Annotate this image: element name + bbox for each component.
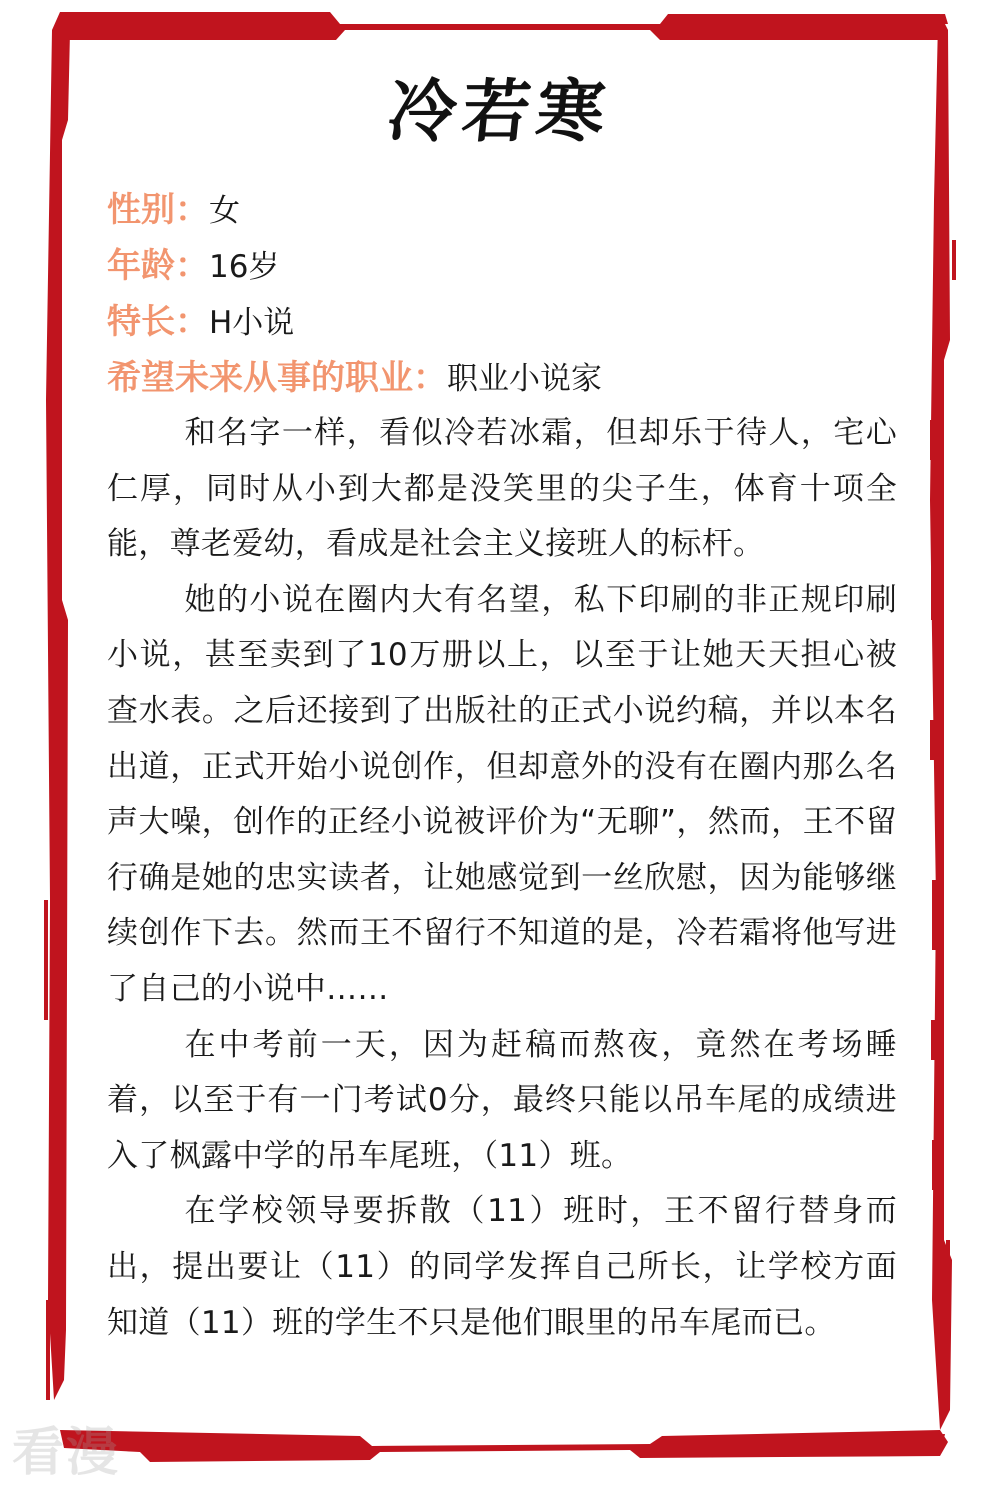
field-career [107, 350, 897, 406]
field-label: 希望未来从事的职业： [107, 358, 447, 398]
field-specialty [107, 294, 897, 350]
paragraph: 在中考前一天，因为赶稿而熬夜，竟然在考场睡着，以至于有一门考试0分，最终只能以吊车尾的成绩进入了枫露中学的吊车尾班，（11）班。 [107, 1026, 897, 1174]
field-value: 职业小说家 [447, 361, 602, 397]
field-gender [107, 182, 897, 238]
watermark: 看漫 [12, 1423, 121, 1483]
field-value: 16岁 [209, 249, 280, 285]
field-label: 特长： [107, 302, 209, 342]
paragraph: 在学校领导要拆散（11）班时，王不留行替身而出，提出要让（11）的同学发挥自己所长，让学校方面知道（11）班的学生不只是他们眼里的吊车尾而已。 [107, 1193, 897, 1341]
field-value: H小说 [209, 305, 295, 341]
paragraph: 和名字一样，看似冷若冰霜，但却乐于待人，宅心仁厚，同时从小到大都是没笑里的尖子生，体育十项全能，尊老爱幼，看成是社会主义接班人的标杆。 [107, 415, 897, 563]
field-age [107, 238, 897, 294]
field-label: 年龄： [107, 246, 209, 286]
field-label: 性别： [107, 190, 209, 230]
profile-content [107, 182, 897, 1351]
field-value: 女 [209, 193, 240, 229]
paragraph: 她的小说在圈内大有名望，私下印刷的非正规印刷小说，甚至卖到了10万册以上，以至于让她天天担心被查水表。之后还接到了出版社的正式小说约稿，并以本名出道，正式开始小说创作，但却意外的没有在圈内那么名声大噪，创作的正经小说被评价为“无聊”，然而，王不留行确是她的忠实读者，让她感觉到一丝欣慰，因为能够继续创作下去。然而王不留行不知道的是，冷若霜将他写进了自己的小说中…… [107, 581, 897, 1007]
page-title: 冷若寒 [384, 73, 615, 152]
